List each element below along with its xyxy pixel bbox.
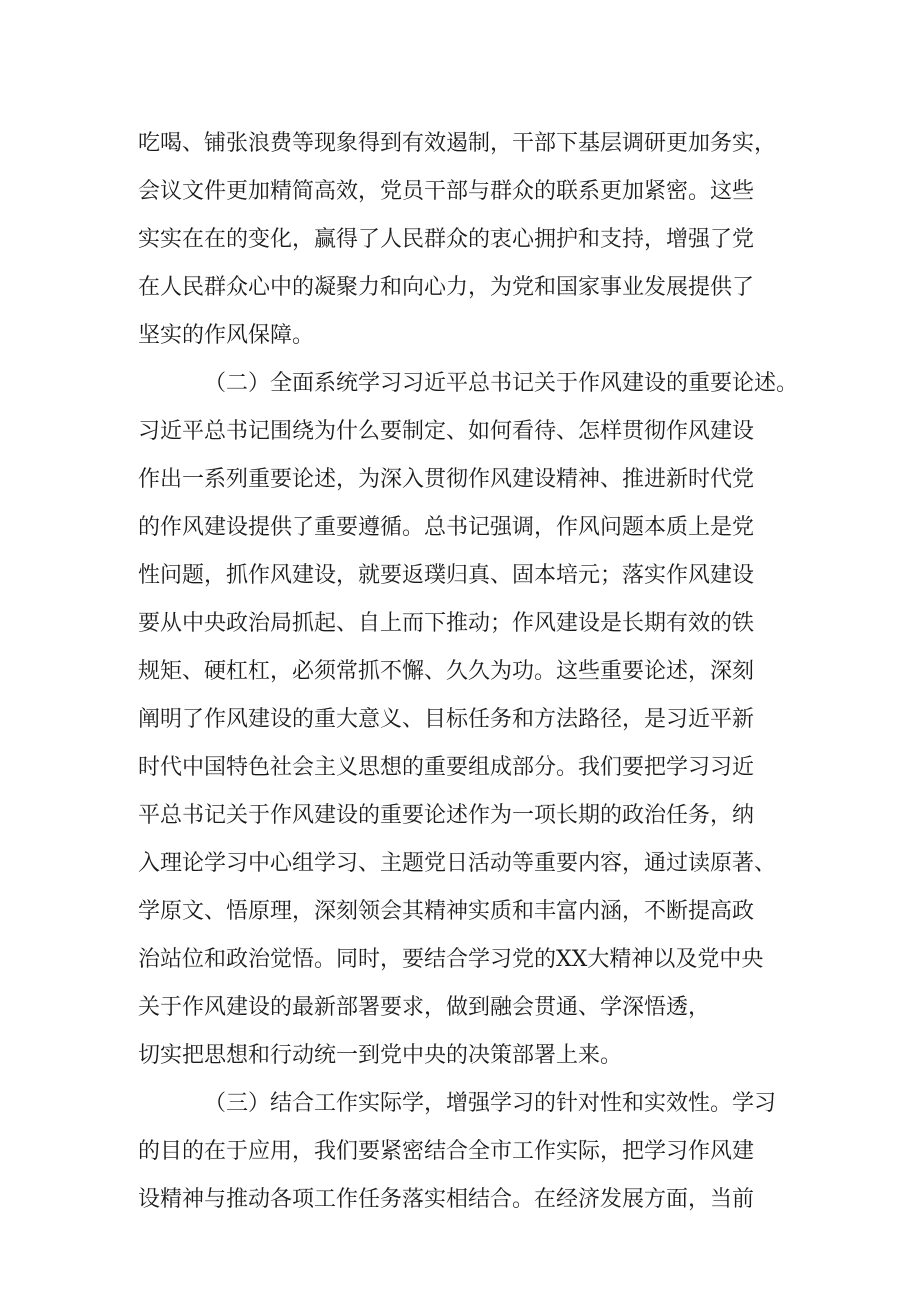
document-body	[138, 120, 818, 1224]
section-heading-line: （二）全面系统学习习近平总书记关于作风建设的重要论述。	[204, 371, 799, 396]
text-line: 作出一系列重要论述，为深入贯彻作风建设精神、推进新时代党	[138, 467, 755, 492]
text-line: 入理论学习中心组学习、主题党日活动等重要内容，通过读原著、	[138, 851, 777, 876]
text-line: 的作风建设提供了重要遵循。总书记强调，作风问题本质上是党	[138, 515, 755, 540]
text-line: 性问题，抓作风建设，就要返璞归真、固本培元；落实作风建设	[138, 563, 755, 588]
text-line: 吃喝、铺张浪费等现象得到有效遏制，干部下基层调研更加务实，	[138, 131, 777, 156]
text-line: 会议文件更加精简高效，党员干部与群众的联系更加紧密。这些	[138, 179, 755, 204]
section-heading-line: （三）结合工作实际学，增强学习的针对性和实效性。学习	[204, 1091, 777, 1116]
paragraph-2	[138, 360, 818, 1080]
text-line: 坚实的作风保障。	[138, 323, 315, 348]
paragraph-3	[138, 1080, 818, 1224]
text-line: 治站位和政治觉悟。同时，要结合学习党的XX大精神以及党中央	[138, 947, 764, 972]
text-line: 要从中央政治局抓起、自上而下推动；作风建设是长期有效的铁	[138, 611, 755, 636]
text-line: 规矩、硬杠杠，必须常抓不懈、久久为功。这些重要论述，深刻	[138, 659, 755, 684]
text-line: 切实把思想和行动统一到党中央的决策部署上来。	[138, 1043, 623, 1068]
text-line: 在人民群众心中的凝聚力和向心力，为党和国家事业发展提供了	[138, 275, 755, 300]
text-line: 的目的在于应用，我们要紧密结合全市工作实际，把学习作风建	[138, 1139, 755, 1164]
text-line: 关于作风建设的最新部署要求，做到融会贯通、学深悟透，	[138, 995, 711, 1020]
text-line: 设精神与推动各项工作任务落实相结合。在经济发展方面，当前	[138, 1187, 755, 1212]
text-line: 实实在在的变化，赢得了人民群众的衷心拥护和支持，增强了党	[138, 227, 755, 252]
text-line: 时代中国特色社会主义思想的重要组成部分。我们要把学习习近	[138, 755, 755, 780]
paragraph-1	[138, 120, 818, 360]
text-line: 阐明了作风建设的重大意义、目标任务和方法路径，是习近平新	[138, 707, 755, 732]
text-line: 平总书记关于作风建设的重要论述作为一项长期的政治任务，纳	[138, 803, 755, 828]
text-line: 习近平总书记围绕为什么要制定、如何看待、怎样贯彻作风建设	[138, 419, 755, 444]
text-line: 学原文、悟原理，深刻领会其精神实质和丰富内涵，不断提高政	[138, 899, 755, 924]
